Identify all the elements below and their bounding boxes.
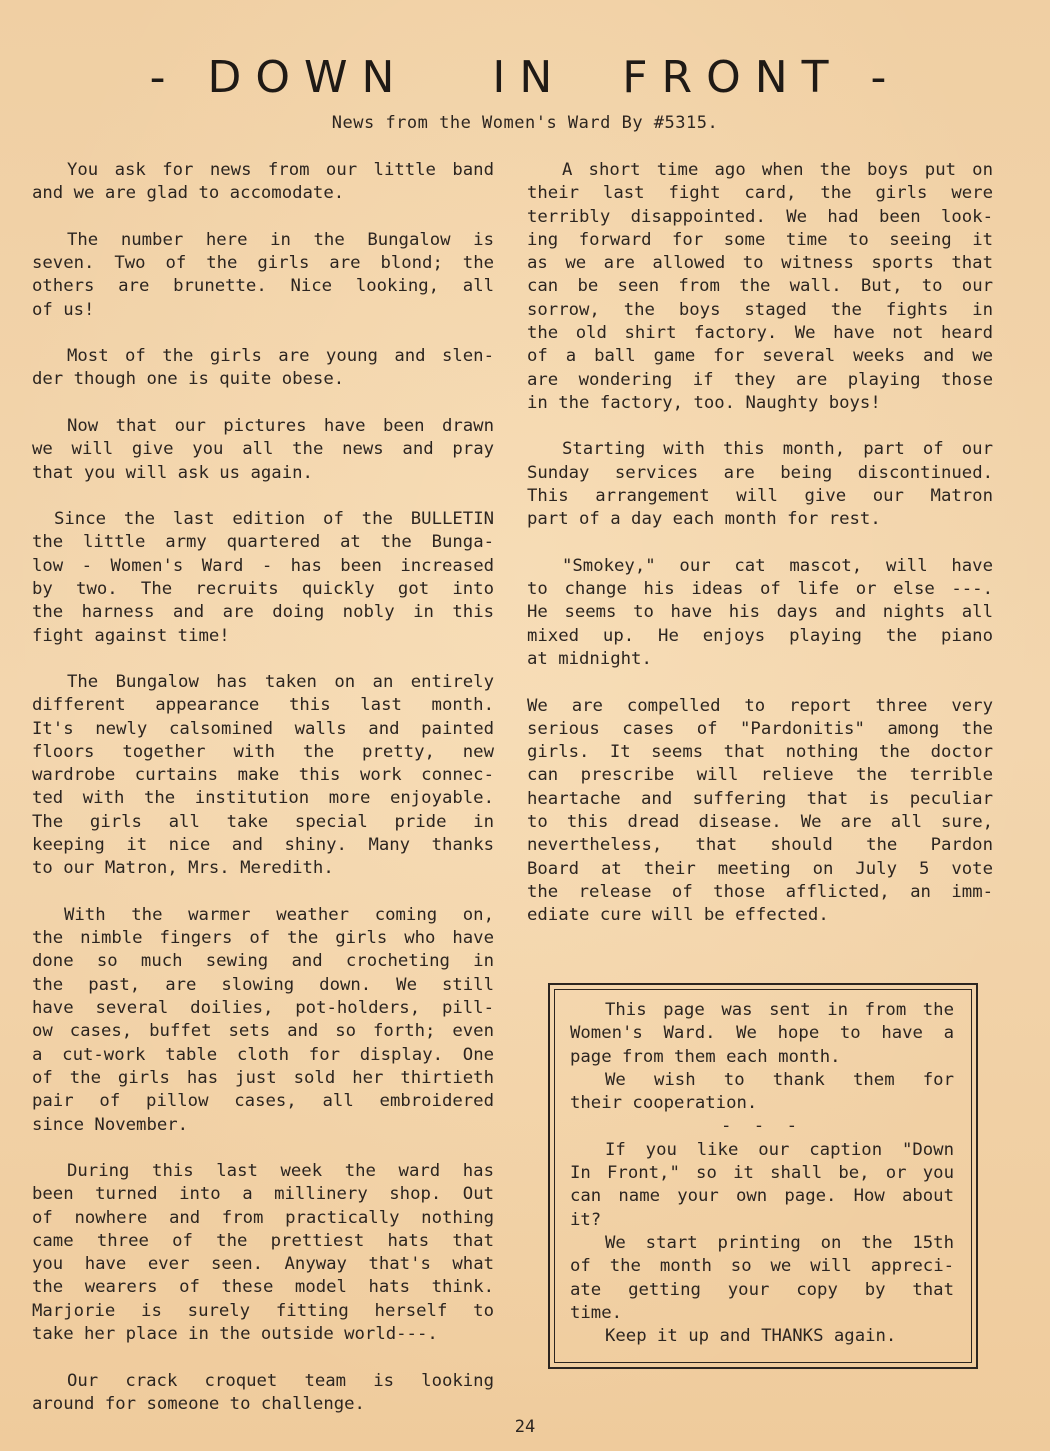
paragraph-line: of the girls has just sold her thirtieth	[32, 1067, 494, 1088]
paragraph-line: floors together with the pretty, new	[32, 741, 494, 762]
paragraph-line: of a ball game for several weeks and we	[527, 346, 993, 367]
paragraph-line: been turned into a millinery shop. Out	[32, 1184, 494, 1205]
paragraph-line: by two. The recruits quickly got into	[32, 578, 494, 599]
notice-line: If you like our caption "Down	[605, 1139, 954, 1160]
paragraph-line: Sunday services are being discontinued.	[527, 462, 993, 483]
paragraph-line: Most of the girls are young and slen-	[67, 346, 494, 367]
notice-box-content	[570, 999, 954, 1348]
notice-divider: - - -	[720, 1116, 804, 1137]
paragraph-line: This arrangement will give our Matron	[527, 486, 993, 507]
paragraph-line: nevertheless, that should the Pardon	[527, 835, 993, 856]
paragraph-line: different appearance this last month.	[32, 695, 494, 716]
paragraph-line: Our crack croquet team is looking	[67, 1370, 494, 1391]
notice-line: time.	[570, 1302, 623, 1323]
paragraph-line: a cut-work table cloth for display. One	[32, 1044, 494, 1065]
paragraph-line: It's newly calsomined walls and painted	[32, 718, 494, 739]
paragraph-line: Marjorie is surely fitting herself to	[32, 1300, 494, 1321]
paragraph-line: others are brunette. Nice looking, all	[32, 276, 494, 297]
paragraph-line: to our Matron, Mrs. Meredith.	[32, 858, 334, 879]
right-column	[527, 159, 993, 951]
article-paragraph	[32, 904, 494, 1137]
page-subheading: News from the Women's Ward By #5315.	[331, 113, 719, 133]
paragraph-line: A short time ago when the boys put on	[562, 160, 993, 180]
paragraph-line: we will give you all the news and pray	[32, 439, 494, 460]
article-paragraph	[527, 695, 993, 928]
notice-line: Keep it up and THANKS again.	[605, 1326, 897, 1347]
paragraph-line: take her place in the outside world---.	[32, 1324, 438, 1345]
paragraph-line: Starting with this month, part of our	[562, 439, 993, 460]
article-paragraph	[32, 159, 494, 206]
paragraph-line: heartache and suffering that is peculiar	[527, 788, 993, 809]
notice-line: of the month so we will appreci-	[570, 1256, 954, 1277]
paragraph-line: can be seen from the wall. But, to our	[527, 276, 993, 297]
paragraph-line: are wondering if they are playing those	[527, 369, 993, 390]
page-heading: - DOWN IN FRONT -	[149, 52, 901, 103]
paragraph-line: Now that our pictures have been drawn	[67, 415, 494, 436]
paragraph-line: Board at their meeting on July 5 vote	[527, 858, 993, 879]
paragraph-line: in the factory, too. Naughty boys!	[527, 392, 881, 413]
paragraph-line: The number here in the Bungalow is	[67, 229, 494, 250]
paragraph-line: seven. Two of the girls are blond; the	[32, 253, 494, 274]
paragraph-line: He seems to have his days and nights all	[527, 602, 993, 623]
paragraph-line: You ask for news from our little band	[67, 160, 494, 180]
article-paragraph	[32, 1370, 494, 1417]
paragraph-line: "Smokey," our cat mascot, will have	[562, 555, 993, 576]
article-paragraph	[32, 1160, 494, 1346]
paragraph-line: ow cases, buffet sets and so forth; even	[32, 1021, 494, 1042]
paragraph-line: the harness and are doing nobly in this	[32, 602, 494, 623]
notice-line: page from them each month.	[570, 1046, 841, 1067]
paragraph-line: of us!	[32, 299, 95, 320]
paragraph-line: terribly disappointed. We had been look-	[527, 206, 993, 227]
article-paragraph	[527, 159, 993, 415]
paragraph-line: We are compelled to report three very	[527, 695, 993, 716]
article-paragraph	[32, 345, 494, 392]
notice-line: In Front," so it shall be, or you	[570, 1163, 954, 1184]
paragraph-line: that you will ask us again.	[32, 462, 313, 483]
paragraph-line: ted with the institution more enjoyable.	[32, 788, 494, 809]
paragraph-line: the release of those afflicted, an imm-	[527, 881, 993, 902]
paragraph-line: to this dread disease. We are all sure,	[527, 811, 993, 832]
paragraph-line: around for someone to challenge.	[32, 1393, 365, 1414]
article-paragraph	[32, 415, 494, 485]
paragraph-line: The Bungalow has taken on an entirely	[67, 671, 494, 692]
notice-line: This page was sent in from the	[605, 1000, 954, 1020]
paragraph-line: the little army quartered at the Bunga-	[32, 532, 494, 553]
article-paragraph	[32, 508, 494, 648]
paragraph-line: der though one is quite obese.	[32, 369, 345, 390]
page-number: 24	[514, 1417, 536, 1437]
paragraph-line: and we are glad to accomodate.	[32, 183, 345, 204]
paragraph-line: keeping it nice and shiny. Many thanks	[32, 835, 494, 856]
paragraph-line: the old shirt factory. We have not heard	[527, 323, 993, 344]
notice-line: can name your own page. How about	[570, 1186, 954, 1207]
paragraph-line: ediate cure will be effected.	[527, 905, 829, 926]
paragraph-line: sorrow, the boys staged the fights in	[527, 299, 993, 320]
paragraph-line: girls. It seems that nothing the doctor	[527, 742, 993, 763]
paragraph-line: at midnight.	[527, 649, 652, 670]
paragraph-line: the past, are slowing down. We still	[32, 974, 494, 995]
paragraph-line: you have ever seen. Anyway that's what	[32, 1254, 494, 1275]
paragraph-line: Since the last edition of the BULLETIN	[54, 509, 494, 530]
paragraph-line: serious cases of "Pardonitis" among the	[527, 718, 993, 739]
paragraph-line: During this last week the ward has	[67, 1161, 494, 1181]
paragraph-line: as we are allowed to witness sports that	[527, 253, 993, 274]
article-paragraph	[527, 555, 993, 671]
paragraph-line: came three of the prettiest hats that	[32, 1230, 494, 1251]
paragraph-line: mixed up. He enjoys playing the piano	[527, 625, 993, 646]
notice-line: ate getting your copy by that	[570, 1279, 954, 1300]
paragraph-line: to change his ideas of life or else ---.	[527, 579, 993, 600]
paragraph-line: have several doilies, pot-holders, pill-	[32, 998, 494, 1019]
paragraph-line: wardrobe curtains make this work connec-	[32, 765, 494, 786]
article-paragraph	[527, 438, 993, 531]
paragraph-line: ing forward for some time to seeing it	[527, 229, 993, 250]
left-column	[32, 159, 494, 1439]
notice-line: their cooperation.	[570, 1093, 758, 1114]
notice-line: We start printing on the 15th	[605, 1232, 954, 1253]
paragraph-line: of nowhere and from practically nothing	[32, 1207, 494, 1228]
paragraph-line: The girls all take special pride in	[32, 811, 494, 832]
article-paragraph	[32, 671, 494, 881]
paragraph-line: their last fight card, the girls were	[527, 183, 993, 204]
paragraph-line: the wearers of these model hats think.	[32, 1277, 494, 1298]
paragraph-line: since November.	[32, 1114, 189, 1135]
paragraph-line: With the warmer weather coming on,	[64, 904, 494, 925]
notice-line: We wish to thank them for	[605, 1069, 954, 1090]
paragraph-line: the nimble fingers of the girls who have	[32, 928, 494, 949]
paragraph-line: pair of pillow cases, all embroidered	[32, 1091, 494, 1112]
paragraph-line: part of a day each month for rest.	[527, 509, 881, 530]
paragraph-line: can prescribe will relieve the terrible	[527, 765, 993, 786]
paragraph-line: fight against time!	[32, 625, 230, 646]
notice-line: Women's Ward. We hope to have a	[570, 1023, 954, 1044]
paragraph-line: low - Women's Ward - has been increased	[32, 555, 494, 576]
notice-line: it?	[570, 1209, 602, 1230]
paragraph-line: done so much sewing and crocheting in	[32, 951, 494, 972]
article-paragraph	[32, 229, 494, 322]
